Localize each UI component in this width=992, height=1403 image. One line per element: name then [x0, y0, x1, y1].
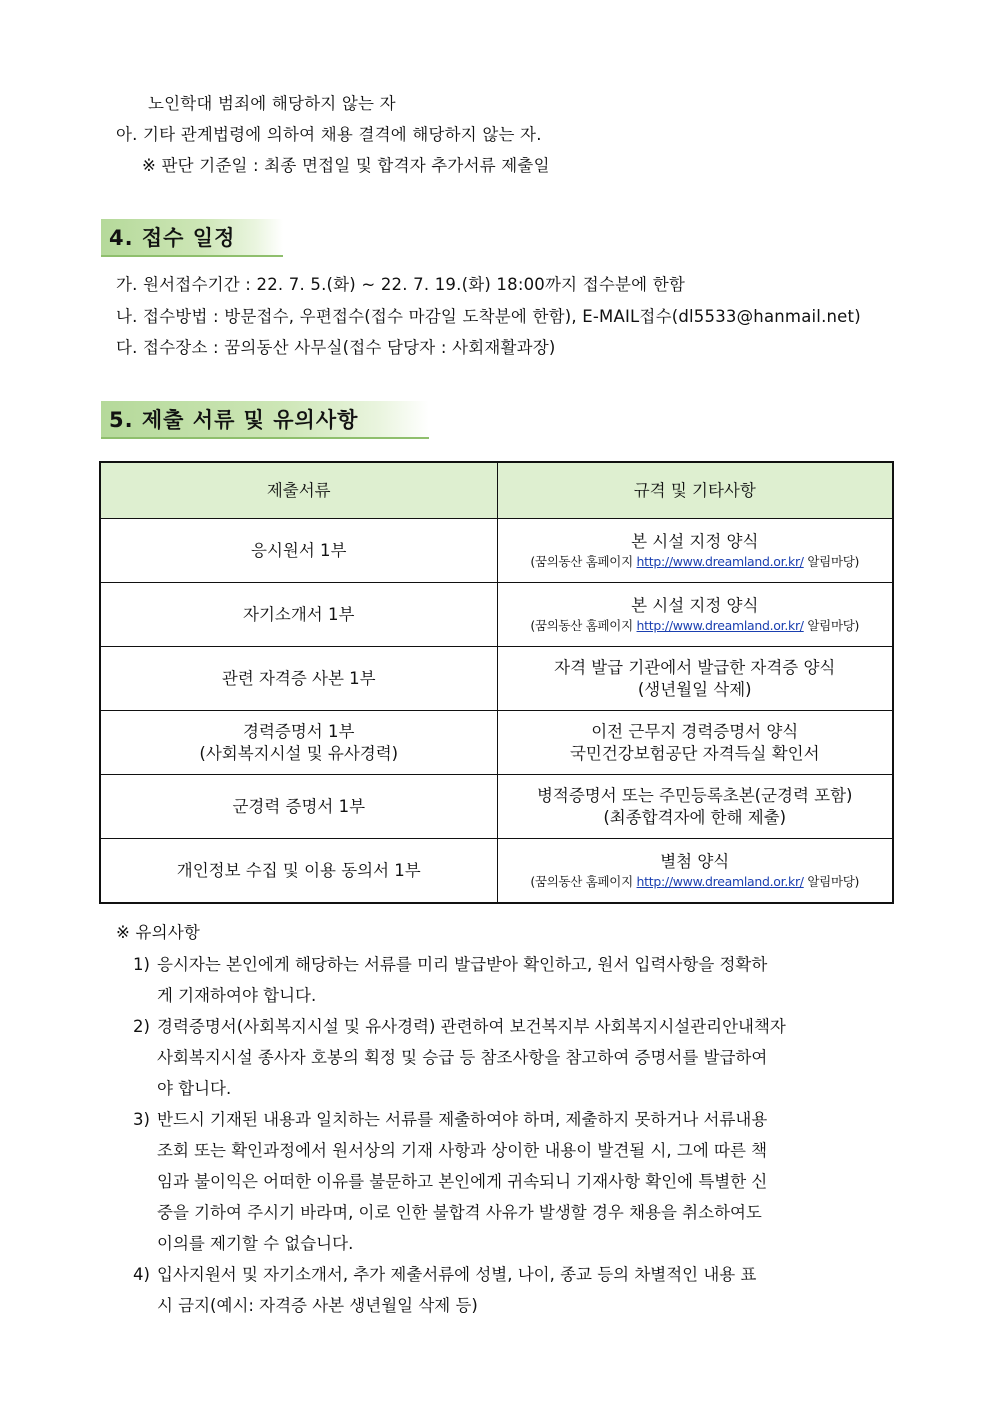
note-number: 1) — [133, 955, 150, 974]
top-line-3: ※ 판단 기준일 : 최종 면접일 및 합격자 추가서류 제출일 — [142, 156, 550, 175]
spec-cell — [497, 839, 893, 904]
doc-name: 개인정보 수집 및 이용 동의서 1부 — [176, 860, 421, 880]
note-line: 조회 또는 확인과정에서 원서상의 기재 사항과 상이한 내용이 발견될 시, 그에 따른 책 — [157, 1141, 768, 1160]
section5-heading: 5. 제출 서류 및 유의사항 — [101, 401, 429, 439]
doc-cell — [100, 775, 497, 839]
documents-table — [99, 461, 894, 904]
note-line: 응시자는 본인에게 해당하는 서류를 미리 발급받아 확인하고, 원서 입력사항을 정확하 — [157, 955, 768, 974]
table-row — [100, 775, 893, 839]
note-prefix: (꿈의동산 홈페이지 — [530, 553, 637, 569]
note-line: 반드시 기재된 내용과 일치하는 서류를 제출하여야 하며, 제출하지 못하거나 서류내용 — [157, 1110, 768, 1129]
doc-cell — [100, 583, 497, 647]
note-2 — [133, 1011, 903, 1104]
spec-text: 본 시설 지정 양식 — [631, 531, 759, 551]
homepage-link[interactable]: http://www.dreamland.or.kr/ — [636, 617, 804, 633]
spec-cell — [497, 711, 893, 775]
table-row — [100, 519, 893, 583]
table-row — [100, 647, 893, 711]
table-row — [100, 711, 893, 775]
spec-note — [504, 553, 887, 571]
note-suffix: 알림마당) — [803, 553, 860, 569]
spec-note — [504, 617, 887, 635]
section4-item-2: 나. 접수방법 : 방문접수, 우편접수(접수 마감일 도착분에 한함), E-MAIL접수(dl5533@hanmail.net) — [116, 307, 861, 326]
table-header-row — [100, 462, 893, 519]
spec-text: 이전 근무지 경력증명서 양식 — [591, 721, 799, 741]
top-line-2: 아. 기타 관계법령에 의하여 채용 결격에 해당하지 않는 자. — [116, 125, 542, 144]
note-line: 게 기재하여야 합니다. — [157, 986, 317, 1005]
note-suffix: 알림마당) — [803, 617, 860, 633]
header-documents: 제출서류 — [100, 462, 497, 519]
note-prefix: (꿈의동산 홈페이지 — [530, 873, 637, 889]
doc-name: 군경력 증명서 1부 — [232, 796, 366, 816]
doc-name: 자기소개서 1부 — [243, 604, 355, 624]
note-prefix: (꿈의동산 홈페이지 — [530, 617, 637, 633]
spec-cell — [497, 775, 893, 839]
spec-text-2: 국민건강보험공단 자격득실 확인서 — [569, 743, 820, 763]
doc-name: 관련 자격증 사본 1부 — [221, 668, 376, 688]
doc-name: 응시원서 1부 — [251, 540, 347, 560]
note-line: 중을 기하여 주시기 바라며, 이로 인한 불합격 사유가 발생할 경우 채용을 취소하여도 — [157, 1203, 762, 1222]
spec-cell — [497, 583, 893, 647]
note-line: 사회복지시설 종사자 호봉의 획정 및 승급 등 참조사항을 참고하여 증명서를 발급하여 — [157, 1048, 768, 1067]
doc-name: 경력증명서 1부 — [243, 721, 355, 741]
note-4 — [133, 1259, 903, 1321]
spec-text: 병적증명서 또는 주민등록초본(군경력 포함) — [536, 785, 853, 805]
note-text — [157, 1259, 756, 1321]
spec-text: 별첨 양식 — [660, 851, 730, 871]
note-number: 4) — [133, 1265, 150, 1284]
spec-cell — [497, 519, 893, 583]
note-number: 2) — [133, 1017, 150, 1036]
note-1 — [133, 949, 903, 1011]
doc-name-2: (사회복지시설 및 유사경력) — [199, 743, 399, 763]
note-text — [157, 1104, 767, 1259]
note-text — [157, 1011, 786, 1104]
spec-note — [504, 873, 887, 891]
note-number: 3) — [133, 1110, 150, 1129]
homepage-link[interactable]: http://www.dreamland.or.kr/ — [636, 873, 804, 889]
notes-title: ※ 유의사항 — [116, 923, 201, 942]
note-line: 야 합니다. — [157, 1079, 232, 1098]
spec-text-2: (최종합격자에 한해 제출) — [603, 807, 787, 827]
section4-heading: 4. 접수 일정 — [101, 219, 283, 257]
section4-item-1: 가. 원서접수기간 : 22. 7. 5.(화) ~ 22. 7. 19.(화) 18:00까지 접수분에 한함 — [116, 275, 685, 294]
table-row — [100, 583, 893, 647]
note-3 — [133, 1104, 903, 1259]
note-line: 시 금지(예시: 자격증 사본 생년월일 삭제 등) — [157, 1296, 478, 1315]
header-spec: 규격 및 기타사항 — [497, 462, 893, 519]
top-line-1: 노인학대 범죄에 해당하지 않는 자 — [148, 94, 396, 113]
table-row — [100, 839, 893, 904]
note-line: 입사지원서 및 자기소개서, 추가 제출서류에 성별, 나이, 종교 등의 차별적인 내용 표 — [157, 1265, 757, 1284]
doc-cell — [100, 647, 497, 711]
note-line: 임과 불이익은 어떠한 이유를 불문하고 본인에게 귀속되니 기재사항 확인에 특별한 신 — [157, 1172, 768, 1191]
note-suffix: 알림마당) — [803, 873, 860, 889]
spec-cell — [497, 647, 893, 711]
note-text — [157, 949, 767, 1011]
spec-text: 자격 발급 기관에서 발급한 자격증 양식 — [554, 657, 836, 677]
section4-item-3: 다. 접수장소 : 꿈의동산 사무실(접수 담당자 : 사회재활과장) — [116, 338, 556, 357]
note-line: 이의를 제기할 수 없습니다. — [157, 1234, 354, 1253]
spec-text-2: (생년월일 삭제) — [637, 679, 752, 699]
doc-cell — [100, 519, 497, 583]
doc-cell — [100, 839, 497, 904]
spec-text: 본 시설 지정 양식 — [631, 595, 759, 615]
homepage-link[interactable]: http://www.dreamland.or.kr/ — [636, 553, 804, 569]
doc-cell — [100, 711, 497, 775]
note-line: 경력증명서(사회복지시설 및 유사경력) 관련하여 보건복지부 사회복지시설관리안내책자 — [157, 1017, 786, 1036]
